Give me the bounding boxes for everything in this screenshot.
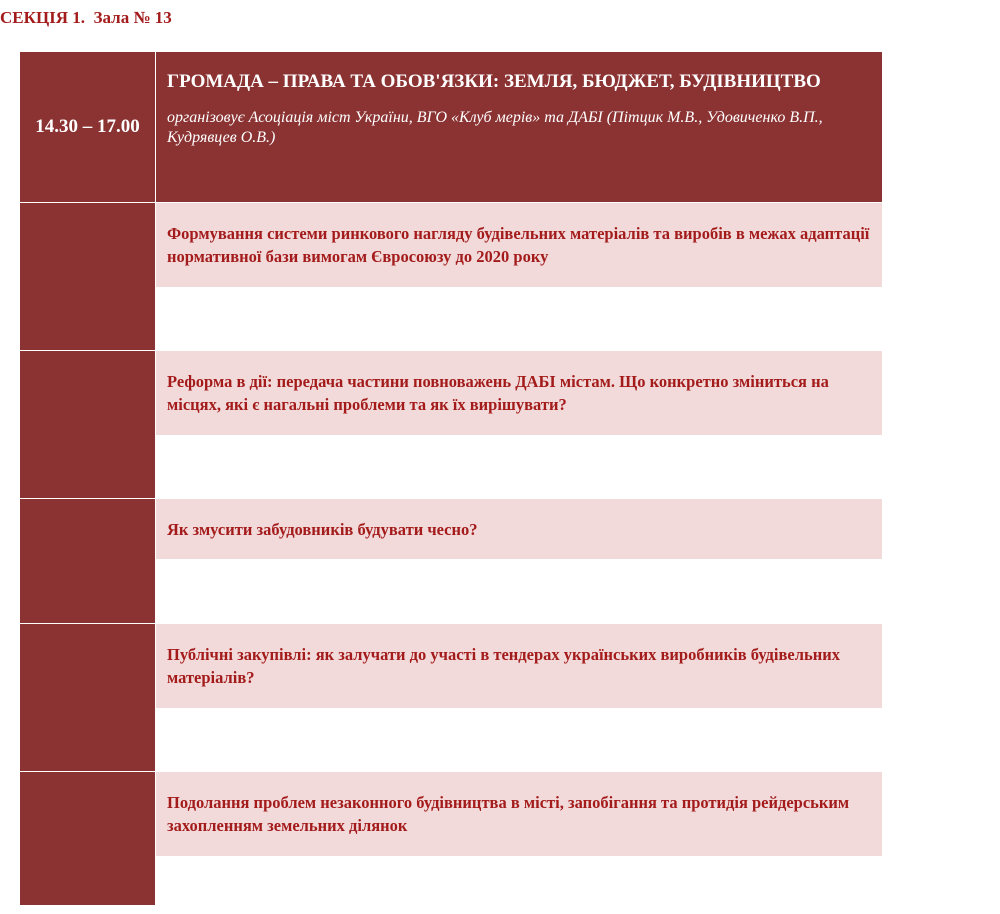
- topic-title: Формування системи ринкового нагляду будівельних матеріалів та виробів в межах адаптації нормативної бази вимогам Євросоюзу до 2020 року: [156, 203, 882, 287]
- topic-row: [20, 499, 882, 624]
- topic-row: [20, 624, 882, 772]
- topic-row: [20, 351, 882, 499]
- session-header: [156, 52, 882, 202]
- session-organizers: організовує Асоціація міст України, ВГО «Клуб мерів» та ДАБІ (Пітцик М.В., Удовиченко В.П., Кудрявцев О.В.): [167, 109, 823, 146]
- topic-row: [20, 772, 882, 905]
- session-time: 14.30 – 17.00: [20, 52, 156, 202]
- time-column-cell: [20, 203, 156, 350]
- time-column-cell: [20, 351, 156, 498]
- time-column-cell: [20, 624, 156, 771]
- time-column-cell: [20, 772, 156, 905]
- topic-cell: [156, 203, 882, 350]
- topic-cell: [156, 499, 882, 623]
- topic-title: Публічні закупівлі: як залучати до участі в тендерах українських виробників будівельних матеріалів?: [156, 624, 882, 708]
- session-header-row: [20, 52, 882, 203]
- section-heading: СЕКЦІЯ 1. Зала № 13: [0, 8, 172, 27]
- topic-cell: [156, 351, 882, 498]
- schedule-table: [20, 52, 882, 905]
- time-column-cell: [20, 499, 156, 623]
- topic-cell: [156, 624, 882, 771]
- topic-cell: [156, 772, 882, 905]
- topic-title: Подолання проблем незаконного будівництва в місті, запобігання та протидія рейдерським захопленням земельних ділянок: [156, 772, 882, 856]
- session-title: ГРОМАДА – ПРАВА ТА ОБОВ'ЯЗКИ: ЗЕМЛЯ, БЮДЖЕТ, БУДІВНИЦТВО: [167, 71, 821, 92]
- topic-title: Як змусити забудовників будувати чесно?: [156, 499, 882, 559]
- topic-row: [20, 203, 882, 351]
- topic-title: Реформа в дії: передача частини повноважень ДАБІ містам. Що конкретно зміниться на місцях, які є нагальні проблеми та як їх вирішувати?: [156, 351, 882, 435]
